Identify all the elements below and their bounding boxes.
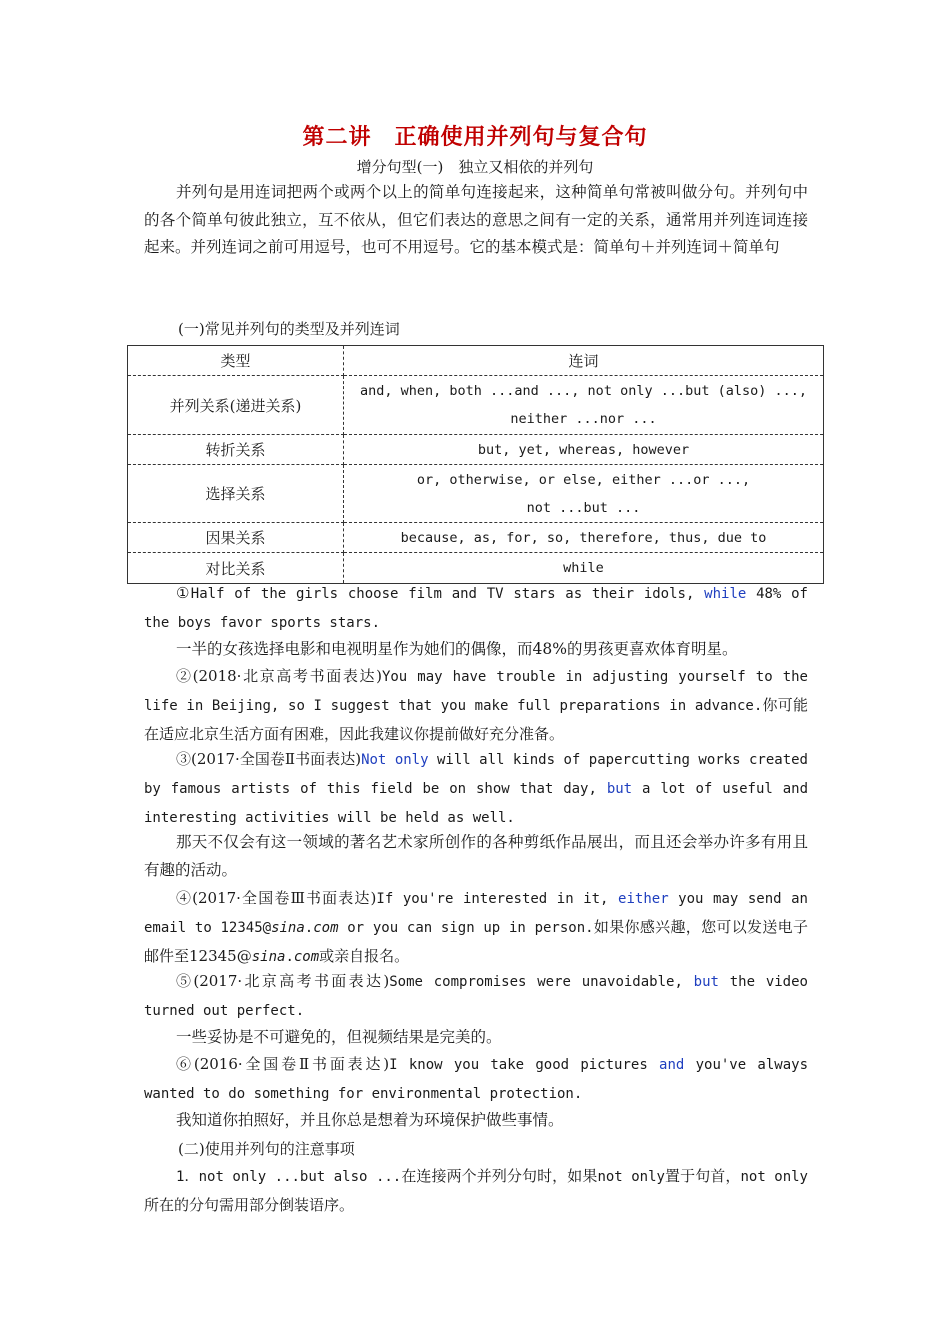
- section2-heading: (二)使用并列句的注意事项: [178, 1140, 355, 1158]
- example-number: ⑤: [176, 972, 194, 990]
- row-words-line: neither ...nor ...: [510, 411, 657, 427]
- example-translation: 如果你感兴趣，您可以发送电子邮件至12345@: [144, 917, 808, 965]
- example-text: If you're interested in it,: [376, 891, 619, 907]
- example-translation: 你可能在适应北京生活方面有困难，因此我建议你提前做好充分准备。: [144, 695, 808, 743]
- row-words-line: or, otherwise, or else, either ...or ...,: [416, 471, 751, 488]
- row-words-line: and, when, both ...and ..., not only ...but (also) ...,: [359, 383, 808, 399]
- conjunction-table: [127, 345, 824, 584]
- table-row: [128, 435, 824, 465]
- row-type: 对比关系: [128, 553, 344, 584]
- example-6-english: [144, 1051, 808, 1109]
- example-source: (2017·北京高考书面表达): [193, 972, 390, 990]
- conjunction-highlight: either: [618, 891, 669, 907]
- table-row: [128, 465, 824, 523]
- section-subtitle: 增分句型(一) 独立又相依的并列句: [356, 158, 594, 176]
- row-words: [344, 465, 824, 523]
- example-source: (2017·全国卷Ⅱ书面表达): [191, 750, 362, 768]
- example-text: will all kinds of papercutting works created by famous artists of this field be on show that day,: [144, 752, 808, 797]
- row-type: 并列关系(递进关系): [128, 376, 344, 435]
- example-text: the video turned out perfect.: [144, 974, 808, 1019]
- conjunction-highlight: but: [693, 974, 719, 990]
- example-2: [144, 663, 808, 748]
- note-text: not only: [740, 1169, 808, 1185]
- row-words: because, as, for, so, therefore, thus, due to: [344, 523, 824, 553]
- example-number: ②: [176, 667, 193, 685]
- example-text: Half of the girls choose film and TV stars as their idols,: [190, 586, 705, 602]
- example-5-english: [144, 968, 808, 1026]
- example-text: a lot of useful and interesting activities will be held as well.: [144, 780, 808, 826]
- example-text: you may send an email to 12345@: [144, 891, 808, 936]
- row-type: 转折关系: [128, 435, 344, 465]
- page-title: 第二讲 正确使用并列句与复合句: [302, 124, 648, 150]
- example-number: ①: [176, 584, 191, 602]
- email-dot: .: [304, 919, 314, 936]
- conjunction-highlight: and: [659, 1057, 685, 1073]
- example-5-chinese: 一些妥协是不可避免的，但视频结果是完美的。: [176, 1028, 502, 1046]
- table-header-row: [128, 346, 824, 376]
- example-number: ⑥: [176, 1055, 194, 1073]
- note-text: 所在的分句需用部分倒装语序。: [144, 1195, 355, 1214]
- example-text: or you can sign up in person.: [338, 919, 594, 936]
- table-row: [128, 553, 824, 584]
- note-text: 在连接两个并列分句时，如果: [401, 1167, 598, 1185]
- example-1-chinese: 一半的女孩选择电影和电视明星作为她们的偶像，而48%的男孩更喜欢体育明星。: [176, 640, 738, 658]
- example-source: (2017·全国卷Ⅲ书面表达): [192, 889, 377, 907]
- table-row: [128, 376, 824, 435]
- header-words: 连词: [344, 346, 824, 376]
- note-text: not only: [597, 1169, 665, 1185]
- conjunction-highlight: while: [704, 586, 747, 602]
- example-4: [144, 885, 808, 971]
- email-tld: com: [313, 919, 339, 936]
- example-6-chinese: 我知道你拍照好，并且你总是想着为环境保护做些事情。: [176, 1111, 564, 1129]
- example-text: 48% of the boys favor sports stars.: [144, 586, 808, 631]
- conjunction-highlight: but: [606, 780, 633, 797]
- row-words: [344, 376, 824, 435]
- example-1-english: [144, 580, 808, 638]
- note-number: 1．: [176, 1169, 199, 1185]
- table-row: [128, 523, 824, 553]
- note-text: not only ...but also ...: [198, 1169, 402, 1185]
- example-source: (2018·北京高考书面表达): [192, 667, 382, 685]
- example-number: ④: [176, 889, 193, 907]
- email-dot: .: [285, 948, 294, 965]
- row-words-line: not ...but ...: [526, 499, 641, 516]
- intro-paragraph: 并列句是用连词把两个或两个以上的简单句连接起来，这种简单句常被叫做分句。并列句中的各个简单句彼此独立，互不依从，但它们表达的意思之间有一定的关系，通常用并列连词连接起来。并列连词之前可用逗号，也可不用逗号。它的基本模式是：简单句＋并列连词＋简单句: [144, 183, 808, 256]
- section1-heading: (一)常见并列句的类型及并列连词: [178, 320, 400, 338]
- email-tld: com: [293, 948, 320, 965]
- note-1: [144, 1163, 808, 1220]
- conjunction-highlight: Not only: [361, 752, 429, 768]
- example-text: you've always wanted to do something for environmental protection.: [144, 1057, 808, 1102]
- example-text: Some compromises were unavoidable,: [389, 974, 694, 990]
- row-type: 选择关系: [128, 465, 344, 523]
- example-text: You may have trouble in adjusting yourself to the life in Beijing, so I suggest that you make full preparations in advance.: [144, 669, 808, 714]
- row-type: 因果关系: [128, 523, 344, 553]
- example-translation: 或亲自报名。: [319, 946, 410, 965]
- row-words: but, yet, whereas, however: [344, 435, 824, 465]
- example-number: ③: [176, 750, 192, 768]
- header-type: 类型: [128, 346, 344, 376]
- example-3-chinese: 那天不仅会有这一领域的著名艺术家所创作的各种剪纸作品展出，而且还会举办许多有用且有趣的活动。: [144, 833, 808, 879]
- example-source: (2016·全国卷Ⅱ书面表达): [193, 1055, 390, 1073]
- example-3-english: [144, 746, 808, 832]
- example-text: I know you take good pictures: [389, 1057, 660, 1073]
- email-domain: sina: [271, 919, 305, 936]
- note-text: 置于句首，: [664, 1167, 741, 1185]
- row-words: while: [563, 560, 604, 576]
- email-domain: sina: [251, 948, 286, 965]
